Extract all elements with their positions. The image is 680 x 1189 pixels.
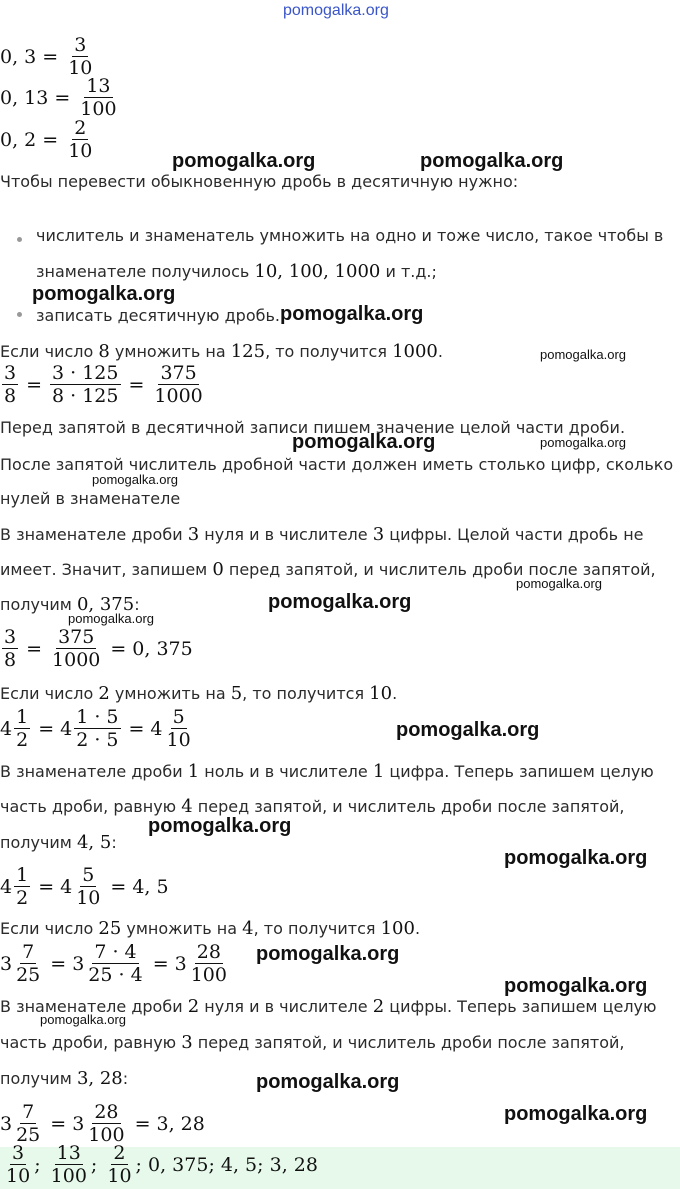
paragraph-explain-4-1-2-line-2 xyxy=(0,796,625,817)
paragraph-multiply-2 xyxy=(0,683,397,704)
numerator: 13 xyxy=(56,1142,81,1164)
bullet-dot xyxy=(17,237,22,242)
numerator: 7 xyxy=(22,941,35,963)
whole-part: 3 xyxy=(72,952,85,975)
denominator: 10 xyxy=(107,1165,132,1187)
math: 5 xyxy=(230,683,243,704)
equation-3-7-25-decimal xyxy=(0,1103,205,1145)
site-title[interactable]: pomogalka.org xyxy=(283,2,389,19)
denominator: 100 xyxy=(190,964,227,986)
text: , то получится xyxy=(265,342,393,361)
text: цифры. Целой части дробь не xyxy=(384,525,644,544)
paragraph-explain-3-7-25-line-3 xyxy=(0,1068,128,1089)
numerator: 1 · 5 xyxy=(76,706,119,728)
text: умножить на xyxy=(109,684,231,703)
result: 3, 28 xyxy=(156,1112,205,1135)
math: 2 xyxy=(98,683,110,704)
text: : xyxy=(111,833,117,852)
watermark: pomogalka.org xyxy=(396,719,540,741)
text: перед запятой, и числитель дроби после запятой, xyxy=(192,1033,625,1052)
equals-sign: = xyxy=(128,373,145,396)
text: и т.д.; xyxy=(380,262,437,281)
equals-sign: = xyxy=(54,86,71,109)
bullet-dot xyxy=(17,312,22,317)
text: знаменателе получилось xyxy=(36,262,255,281)
whole-part: 3 xyxy=(174,952,187,975)
decimal-result: 3, 28 xyxy=(269,1153,318,1176)
equation-3-8-expand xyxy=(0,364,207,406)
text: получим xyxy=(0,833,77,852)
fraction xyxy=(74,708,120,750)
watermark: pomogalka.org xyxy=(540,435,626,450)
text: : xyxy=(134,595,140,614)
math: 1 xyxy=(187,761,200,782)
text: Если число xyxy=(0,684,99,703)
paragraph-integer-part: Перед запятой в десятичной записи пишем значение целой части дроби. xyxy=(0,418,626,437)
watermark: pomogalka.org xyxy=(420,150,564,172)
whole-part: 4 xyxy=(150,717,163,740)
equals-sign: = xyxy=(50,952,67,975)
fraction xyxy=(4,1144,32,1186)
equation-0-3 xyxy=(0,36,96,78)
fraction xyxy=(50,364,120,406)
numerator: 2 xyxy=(74,117,87,139)
text: В знаменателе дроби xyxy=(0,525,188,544)
text: Если число xyxy=(0,919,99,938)
rule-item-2: записать десятичную дробь. xyxy=(36,306,280,325)
text: цифры. Теперь запишем целую xyxy=(384,997,657,1016)
fraction xyxy=(14,708,30,750)
text: . xyxy=(414,919,421,938)
math: 25 xyxy=(98,918,122,939)
equation-4-1-2-expand xyxy=(0,708,195,750)
text: В знаменателе дроби xyxy=(0,997,188,1016)
denominator: 10 xyxy=(68,140,93,162)
text: нуля и в числителе xyxy=(199,997,373,1016)
math: 10, 100, 1000 xyxy=(254,261,381,282)
text: Если число xyxy=(0,342,99,361)
text: перед запятой, и числитель дроби после запятой, xyxy=(192,797,625,816)
math: 125 xyxy=(230,341,266,362)
numerator: 1 xyxy=(16,706,29,728)
text: имеет. Значит, запишем xyxy=(0,560,213,579)
denominator: 100 xyxy=(88,1124,125,1146)
fraction xyxy=(14,1103,42,1145)
fraction xyxy=(2,364,18,406)
paragraph-digits-line-2: нулей в знаменателе xyxy=(0,489,181,508)
numerator: 3 xyxy=(74,34,87,56)
math: 3 xyxy=(372,524,385,545)
watermark: pomogalka.org xyxy=(68,611,154,626)
numerator: 7 · 4 xyxy=(94,941,137,963)
watermark: pomogalka.org xyxy=(256,943,400,965)
equals-sign: = xyxy=(110,875,127,898)
equation-3-7-25-expand xyxy=(0,943,231,985)
paragraph-digits-line-1: После запятой числитель дробной части должен иметь столько цифр, сколько xyxy=(0,455,674,474)
math: 3, 28 xyxy=(76,1068,123,1089)
denominator: 8 xyxy=(4,385,17,407)
denominator: 1000 xyxy=(52,649,101,671)
watermark: pomogalka.org xyxy=(148,815,292,837)
text: перед запятой, и числитель дроби после запятой, xyxy=(223,560,656,579)
rule-item-1-line-2 xyxy=(36,261,437,282)
math: 4 xyxy=(181,796,193,817)
separator: ; xyxy=(34,1153,41,1176)
numerator: 28 xyxy=(196,941,221,963)
watermark: pomogalka.org xyxy=(32,283,176,305)
text: получим xyxy=(0,1069,77,1088)
equals-sign: = xyxy=(38,875,55,898)
math: 8 xyxy=(98,341,110,362)
denominator: 25 · 4 xyxy=(88,964,143,986)
math: 2 xyxy=(372,996,385,1017)
math: 0 xyxy=(212,559,224,580)
fraction xyxy=(165,708,193,750)
paragraph-explain-3-7-25-line-2 xyxy=(0,1032,625,1053)
numerator: 1 xyxy=(16,864,29,886)
whole-part: 3 xyxy=(72,1112,85,1135)
text: нуля и в числителе xyxy=(199,525,373,544)
denominator: 1000 xyxy=(154,385,203,407)
text: : xyxy=(122,1069,129,1088)
fraction xyxy=(86,1103,126,1145)
denominator: 25 xyxy=(16,964,41,986)
fraction xyxy=(50,628,102,670)
whole-part: 3 xyxy=(0,1112,13,1135)
watermark: pomogalka.org xyxy=(40,1012,126,1027)
watermark: pomogalka.org xyxy=(540,347,626,362)
fraction xyxy=(78,77,118,119)
denominator: 2 xyxy=(16,887,29,909)
watermark: pomogalka.org xyxy=(256,1071,400,1093)
watermark: pomogalka.org xyxy=(504,1103,648,1125)
denominator: 2 · 5 xyxy=(76,729,119,751)
equals-sign: = xyxy=(38,717,55,740)
math: 100 xyxy=(380,918,415,939)
paragraph-explain-3-8-line-1 xyxy=(0,524,644,545)
numerator: 375 xyxy=(58,626,95,648)
denominator: 10 xyxy=(166,729,191,751)
fraction xyxy=(105,1144,133,1186)
text: цифра. Теперь запишем целую xyxy=(384,762,654,781)
whole-part: 4 xyxy=(0,875,13,898)
math: 4 xyxy=(242,918,254,939)
answer-line xyxy=(2,1144,318,1186)
denominator: 100 xyxy=(80,98,117,120)
fraction xyxy=(66,119,94,161)
watermark: pomogalka.org xyxy=(280,303,424,325)
decimal-result: 0, 375 xyxy=(148,1153,209,1176)
text: , то получится xyxy=(253,919,381,938)
text: получим xyxy=(0,595,77,614)
text: . xyxy=(437,342,443,361)
watermark: pomogalka.org xyxy=(92,472,178,487)
math: 10 xyxy=(369,683,393,704)
watermark: pomogalka.org xyxy=(504,847,648,869)
result: 0, 375 xyxy=(132,637,193,660)
fraction xyxy=(66,36,94,78)
equation-4-1-2-decimal xyxy=(0,866,169,908)
fraction xyxy=(14,943,42,985)
math: 3 xyxy=(181,1032,193,1053)
equals-sign: = xyxy=(128,717,145,740)
watermark: pomogalka.org xyxy=(292,431,436,453)
fraction xyxy=(86,943,144,985)
whole-part: 4 xyxy=(60,875,73,898)
math: 1000 xyxy=(392,341,438,362)
equals-sign: = xyxy=(42,128,59,151)
whole-part: 4 xyxy=(0,717,13,740)
whole-part: 4 xyxy=(60,717,73,740)
paragraph-multiply-8 xyxy=(0,341,443,362)
numerator: 28 xyxy=(94,1101,119,1123)
text: ноль и в числителе xyxy=(199,762,373,781)
fraction xyxy=(2,628,18,670)
separator: ; xyxy=(257,1153,264,1176)
eq-left: 0, 2 xyxy=(0,128,37,151)
separator: ; xyxy=(208,1153,215,1176)
numerator: 3 xyxy=(4,362,17,384)
denominator: 25 xyxy=(16,1124,41,1146)
watermark: pomogalka.org xyxy=(504,975,648,997)
fraction xyxy=(49,1144,89,1186)
fraction xyxy=(74,866,102,908)
numerator: 375 xyxy=(160,362,197,384)
paragraph-multiply-25 xyxy=(0,918,420,939)
equals-sign: = xyxy=(26,373,43,396)
rule-item-1-line-1: числитель и знаменатель умножить на одно и тоже число, такое чтобы в xyxy=(36,226,664,245)
equals-sign: = xyxy=(50,1112,67,1135)
denominator: 10 xyxy=(6,1165,31,1187)
equals-sign: = xyxy=(152,952,169,975)
separator: ; xyxy=(90,1153,98,1176)
decimal-result: 4, 5 xyxy=(220,1153,258,1176)
paragraph-explain-4-1-2-line-1 xyxy=(0,761,654,782)
eq-left: 0, 13 xyxy=(0,86,49,109)
denominator: 10 xyxy=(76,887,101,909)
denominator: 100 xyxy=(50,1165,87,1187)
separator: ; xyxy=(135,1153,142,1176)
watermark: pomogalka.org xyxy=(516,576,602,591)
denominator: 10 xyxy=(68,57,93,79)
math: 1 xyxy=(372,761,385,782)
math: 2 xyxy=(187,996,200,1017)
numerator: 2 xyxy=(113,1142,126,1164)
equation-3-8-decimal xyxy=(0,628,193,670)
numerator: 7 xyxy=(22,1101,35,1123)
text: часть дроби, равную xyxy=(0,797,182,816)
watermark: pomogalka.org xyxy=(268,591,412,613)
equation-0-2 xyxy=(0,119,96,161)
numerator: 13 xyxy=(86,75,111,97)
text: умножить на xyxy=(121,919,243,938)
equals-sign: = xyxy=(26,637,43,660)
text: . xyxy=(392,684,398,703)
fraction xyxy=(152,364,204,406)
whole-part: 3 xyxy=(0,952,13,975)
numerator: 5 xyxy=(82,864,95,886)
denominator: 8 xyxy=(4,649,17,671)
fraction xyxy=(189,943,229,985)
paragraph-explain-4-1-2-line-3 xyxy=(0,832,117,853)
equals-sign: = xyxy=(42,45,59,68)
text: умножить на xyxy=(109,342,231,361)
text: часть дроби, равную xyxy=(0,1033,182,1052)
result: 4, 5 xyxy=(132,875,169,898)
fraction xyxy=(14,866,30,908)
math: 0, 375 xyxy=(76,594,135,615)
numerator: 3 · 125 xyxy=(52,362,119,384)
numerator: 5 xyxy=(172,706,185,728)
math: 4, 5 xyxy=(76,832,112,853)
denominator: 8 · 125 xyxy=(52,385,119,407)
denominator: 2 xyxy=(16,729,29,751)
equals-sign: = xyxy=(134,1112,151,1135)
watermark: pomogalka.org xyxy=(172,150,316,172)
text: В знаменателе дроби xyxy=(0,762,188,781)
text: , то получится xyxy=(242,684,370,703)
eq-left: 0, 3 xyxy=(0,45,37,68)
equals-sign: = xyxy=(110,637,127,660)
math: 3 xyxy=(187,524,200,545)
equation-0-13 xyxy=(0,77,121,119)
numerator: 3 xyxy=(12,1142,25,1164)
numerator: 3 xyxy=(4,626,17,648)
rule-intro: Чтобы перевести обыкновенную дробь в десятичную нужно: xyxy=(0,172,519,191)
